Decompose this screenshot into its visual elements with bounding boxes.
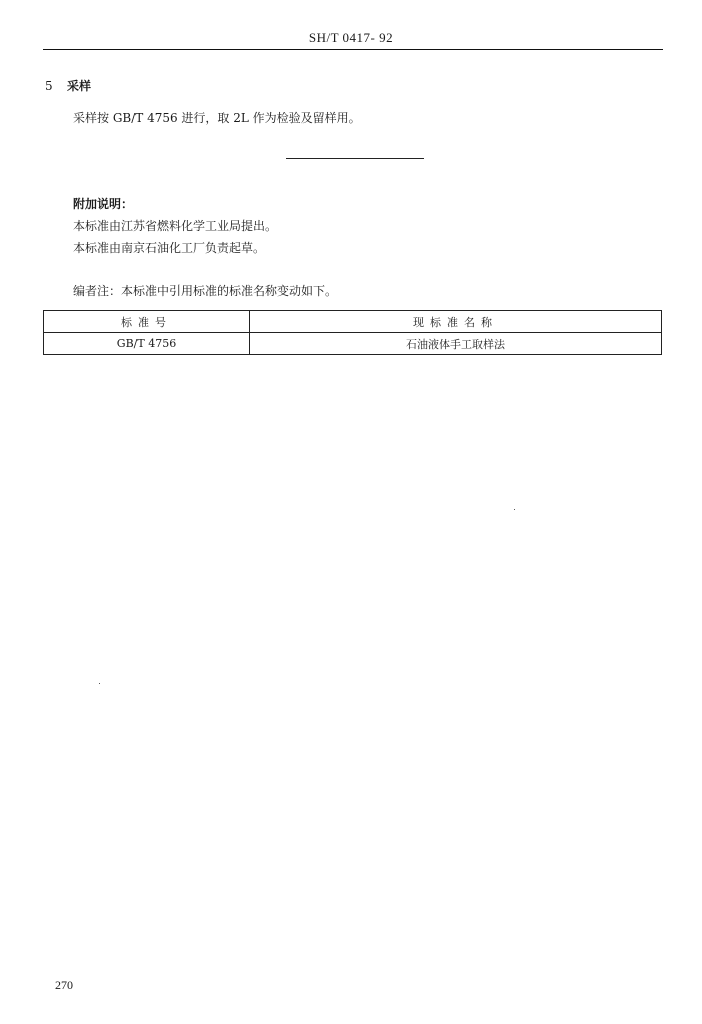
page-number: 270 [55,978,73,992]
table-header-row [44,311,662,333]
additional-notes-heading: 附加说明： [73,197,134,211]
column-header-standard-number: 标准号 [44,311,250,333]
additional-note-line: 本标准由江苏省燃料化学工业局提出。 [73,219,278,233]
table-cell-current-name: 石油液体手工取样法 [250,333,662,355]
editor-note: 编者注：本标准中引用标准的标准名称变动如下。 [73,284,338,298]
section-title: 采样 [67,79,92,93]
section-5-text: 采样按 GB/T 4756 进行，取 2L 作为检验及留样用。 [73,111,361,125]
reference-standards-table [43,310,662,355]
separator-rule [286,158,424,159]
table-cell-standard-number: GB/T 4756 [44,333,250,355]
standard-code-header: SH/T 0417- 92 [308,30,394,45]
scan-speck [514,509,515,510]
scan-speck [99,683,100,684]
section-5-heading [45,77,91,94]
header-rule [43,49,663,50]
additional-note-line: 本标准由南京石油化工厂负责起草。 [73,241,266,255]
column-header-current-name: 现标准名称 [250,311,662,333]
table-row [44,333,662,355]
section-number: 5 [45,79,53,93]
